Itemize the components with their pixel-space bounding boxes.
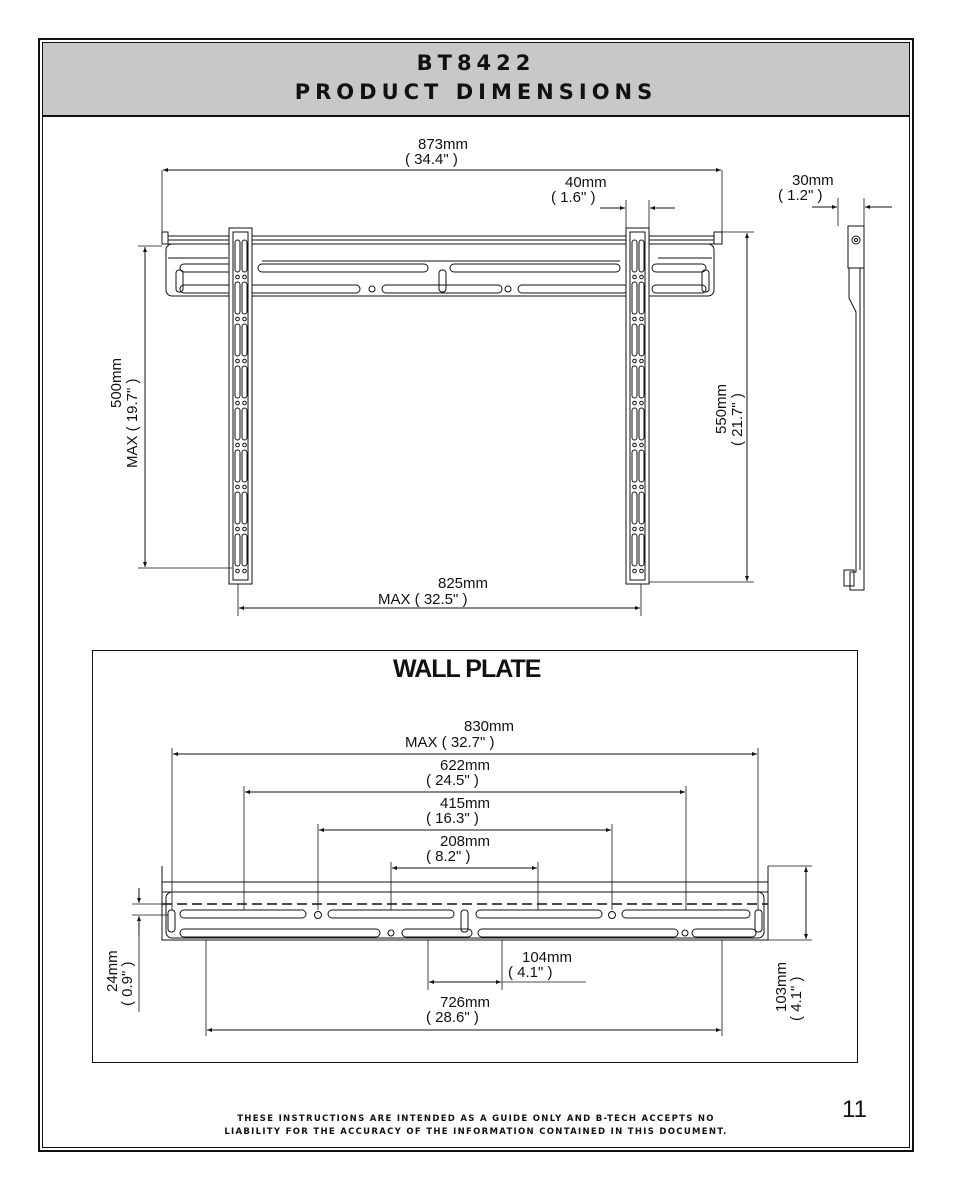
disclaimer-line-2: LIABILITY FOR THE ACCURACY OF THE INFORMATION CONTAINED IN THIS DOCUMENT. xyxy=(224,1127,728,1137)
arm-width-in: ( 1.6" ) xyxy=(551,189,596,206)
wp-726-mm: 726mm xyxy=(440,994,491,1011)
arm-spacing-mm: 825mm xyxy=(438,575,489,592)
bracket-side-view xyxy=(844,226,864,590)
arm-height-mm: 550mm xyxy=(713,383,730,434)
depth-mm: 30mm xyxy=(792,172,834,189)
wall-plate-title: WALL PLATE xyxy=(393,655,541,683)
width-in: ( 34.4" ) xyxy=(405,151,458,168)
wp-103-in: ( 4.1" ) xyxy=(788,976,805,1021)
max-height-mm: 500mm xyxy=(108,357,125,408)
wp-415-mm: 415mm xyxy=(440,795,491,812)
left-arm xyxy=(229,228,252,584)
disclaimer-line-1: THESE INSTRUCTIONS ARE INTENDED AS A GUIDE ONLY AND B-TECH ACCEPTS NO xyxy=(237,1114,715,1124)
wp-622-mm: 622mm xyxy=(440,757,491,774)
wp-104-mm: 104mm xyxy=(522,949,573,966)
arm-width-mm: 40mm xyxy=(565,174,607,191)
arm-spacing-in: MAX ( 32.5" ) xyxy=(378,591,468,608)
width-mm: 873mm xyxy=(418,136,469,153)
wp-208-mm: 208mm xyxy=(440,833,491,850)
wp-103-mm: 103mm xyxy=(773,961,790,1012)
arm-height-in: ( 21.7" ) xyxy=(729,393,746,446)
page-title: PRODUCT DIMENSIONS xyxy=(294,80,658,104)
wp-830-mm: 830mm xyxy=(464,718,515,735)
wp-830-in: MAX ( 32.7" ) xyxy=(405,734,495,751)
wp-24-in: ( 0.9" ) xyxy=(119,961,136,1006)
wp-622-in: ( 24.5" ) xyxy=(426,772,479,789)
right-arm xyxy=(626,228,649,584)
page-number: 11 xyxy=(842,1096,867,1123)
depth-in: ( 1.2" ) xyxy=(778,187,823,204)
wp-726-in: ( 28.6" ) xyxy=(426,1009,479,1026)
wp-24-mm: 24mm xyxy=(104,950,121,992)
wp-415-in: ( 16.3" ) xyxy=(426,810,479,827)
max-height-in: MAX ( 19.7" ) xyxy=(124,378,141,468)
wp-104-in: ( 4.1" ) xyxy=(508,964,553,981)
disclaimer xyxy=(100,1113,852,1139)
model-number: BT8422 xyxy=(416,51,536,75)
wp-208-in: ( 8.2" ) xyxy=(426,848,471,865)
bracket-front-view xyxy=(138,170,892,616)
